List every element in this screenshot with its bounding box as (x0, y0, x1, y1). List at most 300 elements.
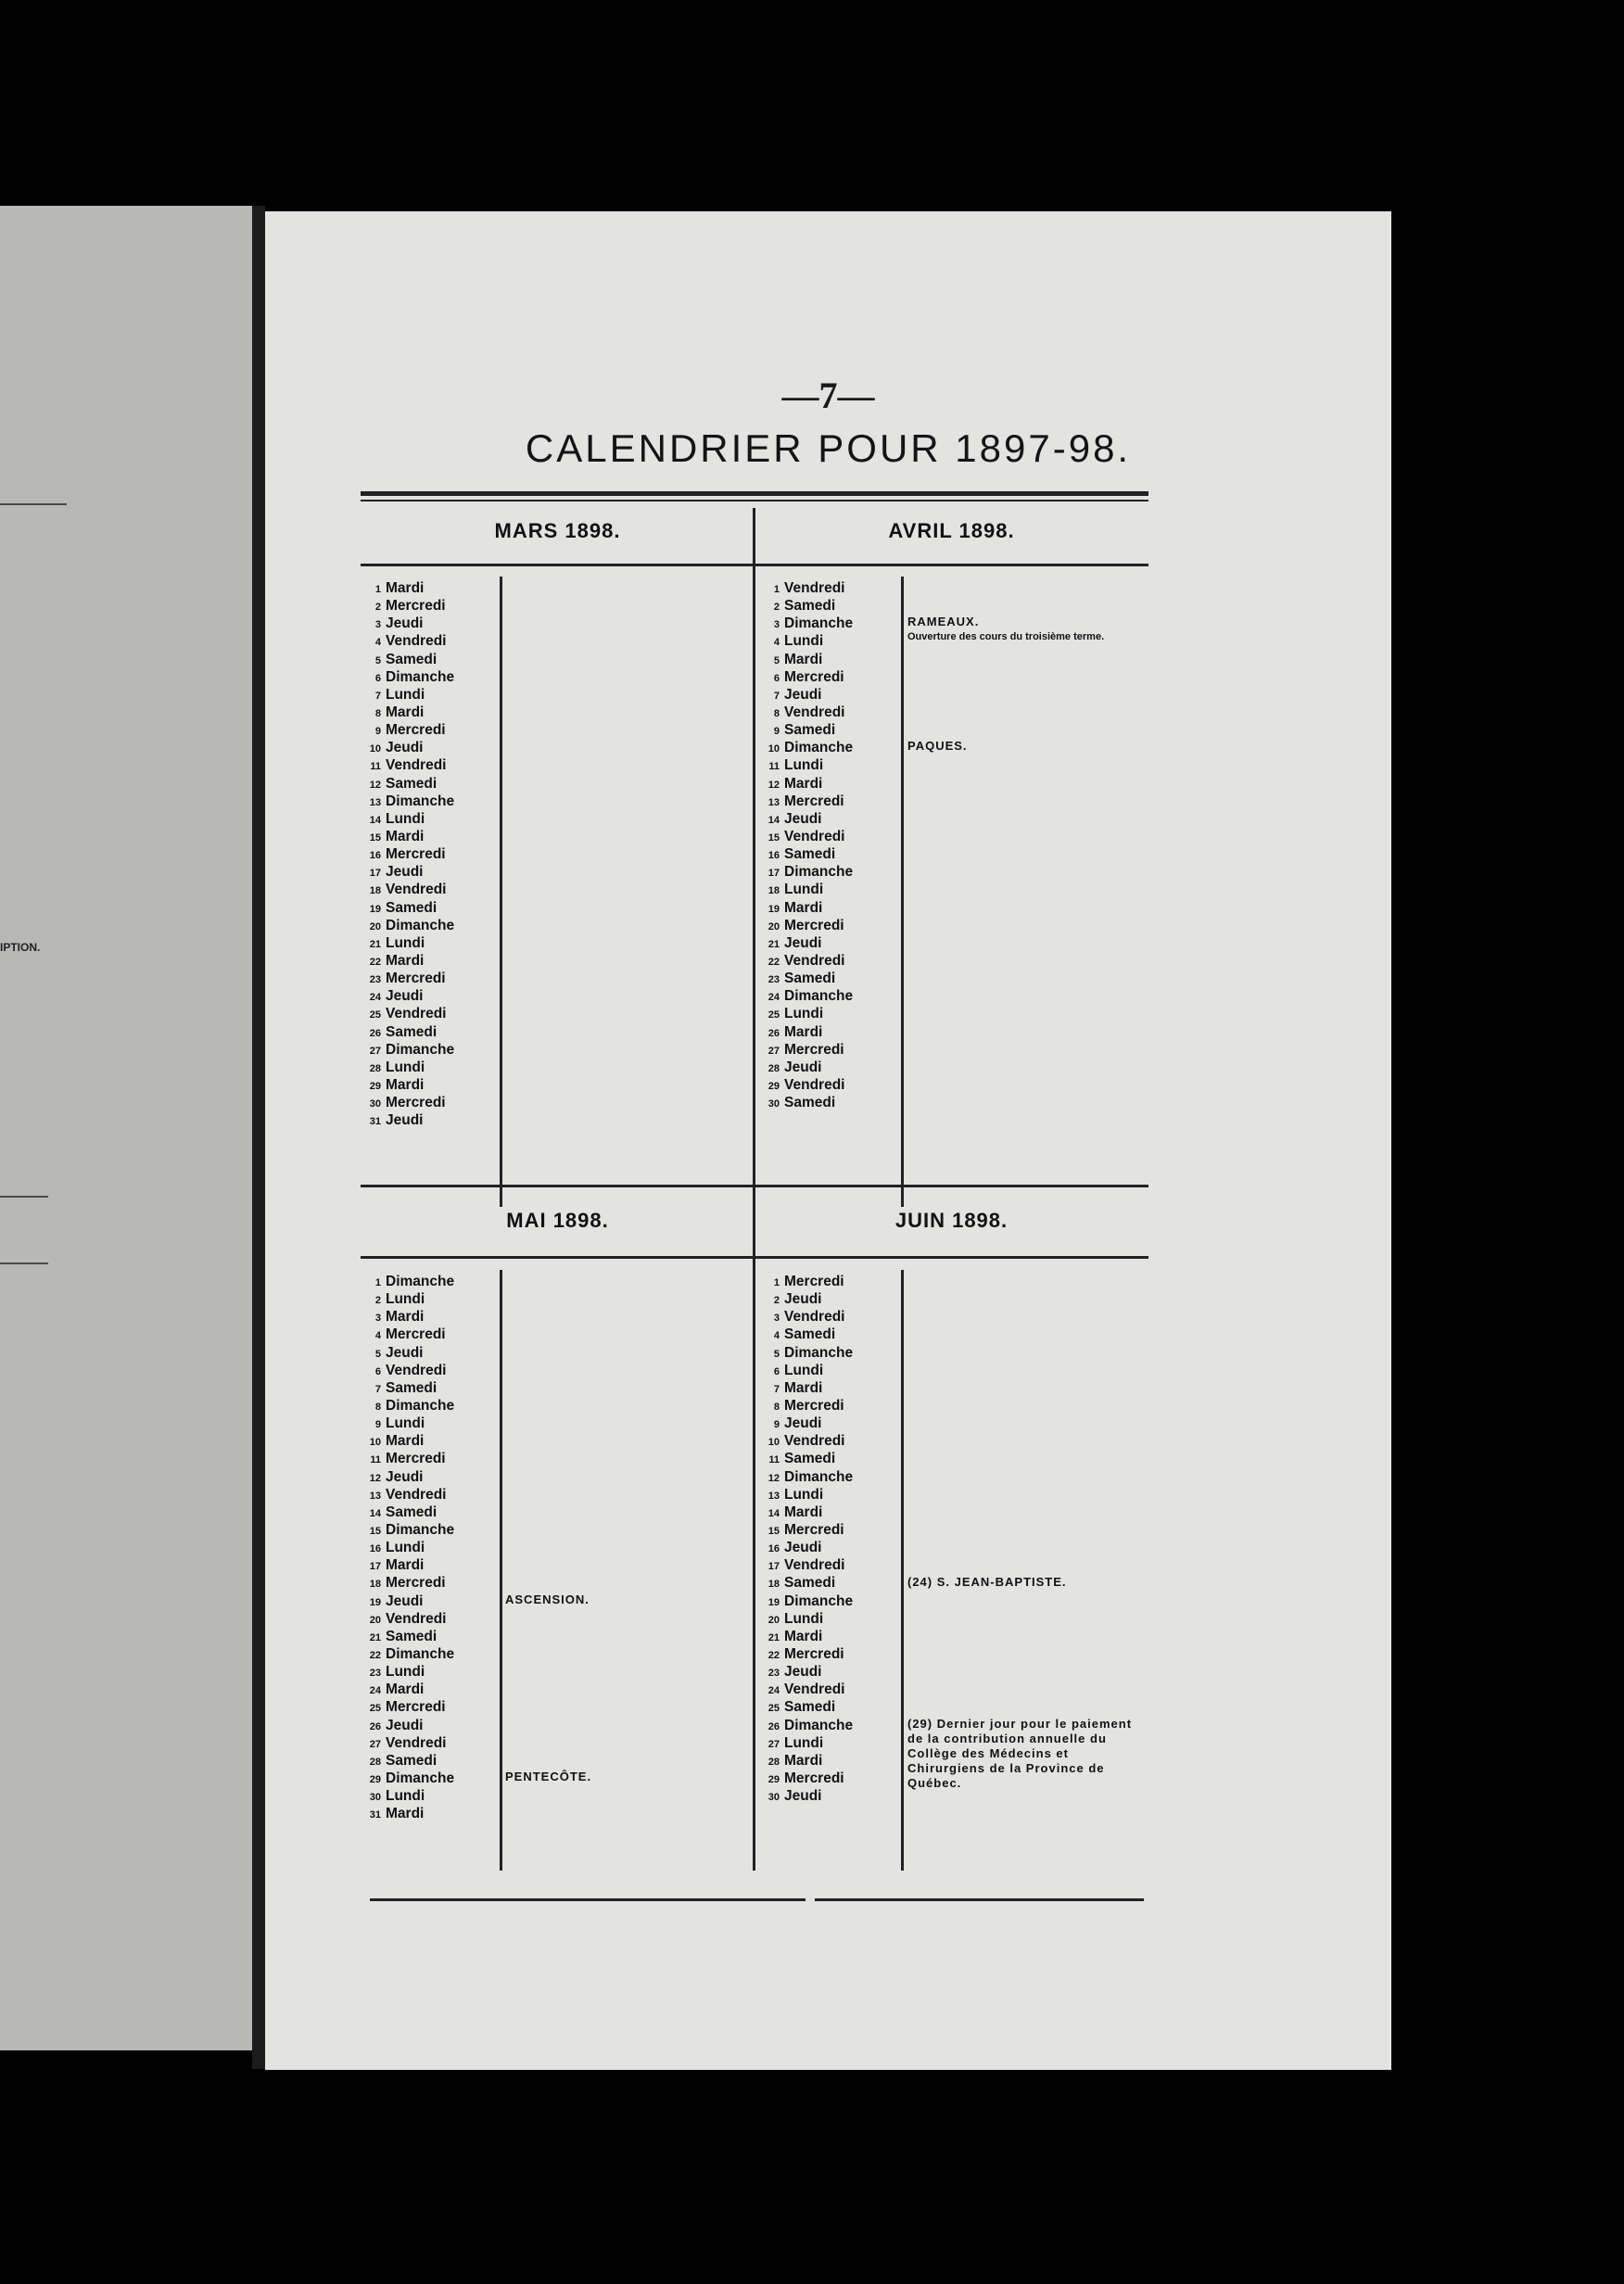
day-row (361, 1556, 454, 1574)
day-row (759, 1539, 853, 1556)
day-row (361, 1094, 454, 1111)
day-number: 19 (768, 903, 780, 915)
day-number: 30 (768, 1792, 780, 1804)
day-number: 14 (369, 1507, 381, 1519)
day-name: Mardi (386, 1433, 425, 1450)
day-row (759, 1556, 853, 1574)
day-row (759, 1592, 853, 1610)
day-number: 7 (773, 690, 780, 702)
left-page-rule (0, 503, 67, 505)
day-row (361, 863, 454, 881)
day-name: Samedi (386, 775, 438, 792)
day-name: Mardi (386, 952, 425, 969)
day-row (759, 1645, 853, 1663)
day-row (361, 1023, 454, 1041)
day-name: Samedi (784, 846, 836, 863)
day-row (759, 597, 853, 615)
day-number: 2 (773, 1295, 780, 1307)
day-number: 20 (768, 920, 780, 933)
day-number: 2 (374, 602, 381, 614)
day-name: Samedi (386, 1628, 438, 1644)
day-number: 22 (768, 1649, 780, 1661)
calendar-note (505, 1592, 746, 1607)
day-row (759, 1379, 853, 1397)
day-name: Mardi (784, 1504, 823, 1520)
calendar-note (907, 615, 1148, 644)
day-name: Mercredi (784, 793, 844, 809)
day-row (361, 1681, 454, 1698)
day-number: 8 (773, 1401, 780, 1413)
day-row (759, 1397, 853, 1415)
day-list-june (759, 1273, 853, 1805)
day-row (361, 739, 454, 756)
day-name: Mardi (386, 704, 425, 720)
day-number: 6 (773, 1365, 780, 1377)
day-name: Mardi (386, 580, 425, 596)
day-row (361, 1752, 454, 1770)
day-name: Lundi (386, 934, 425, 951)
day-row (759, 952, 853, 970)
calendar-note (907, 739, 1148, 754)
day-row (361, 1326, 454, 1343)
day-number: 10 (768, 1437, 780, 1449)
day-name: Jeudi (386, 1717, 424, 1733)
day-name: Mercredi (784, 1770, 844, 1786)
day-name: Vendredi (784, 1433, 845, 1450)
day-name: Vendredi (784, 828, 845, 844)
day-row (759, 1362, 853, 1379)
day-number: 25 (768, 1703, 780, 1715)
day-row (361, 1574, 454, 1592)
month-header-march: MARS 1898. (494, 519, 621, 542)
day-name: Samedi (784, 722, 836, 739)
day-name: Dimanche (784, 1717, 854, 1733)
day-number: 9 (773, 1419, 780, 1431)
day-row (361, 1521, 454, 1539)
day-number: 24 (369, 1685, 381, 1697)
day-number: 8 (374, 707, 381, 719)
calendar-note (907, 1717, 1148, 1791)
day-number: 21 (768, 1631, 780, 1643)
day-number: 30 (369, 1792, 381, 1804)
day-name: Lundi (386, 810, 425, 827)
day-number: 27 (768, 1045, 780, 1057)
day-name: Samedi (386, 651, 438, 667)
day-row (759, 1717, 853, 1734)
day-number: 25 (369, 1009, 381, 1021)
day-number: 12 (369, 1472, 381, 1484)
bottom-rule-right (815, 1898, 1144, 1901)
day-name: Samedi (784, 598, 836, 615)
day-name: Dimanche (386, 793, 455, 809)
column-divider-march (500, 577, 502, 1207)
day-row (759, 917, 853, 934)
day-row (759, 987, 853, 1005)
bottom-rule-left (370, 1898, 806, 1901)
day-row (361, 1415, 454, 1432)
day-name: Jeudi (386, 1592, 424, 1609)
day-number: 1 (773, 1277, 780, 1288)
day-row (361, 952, 454, 970)
day-name: Mardi (784, 775, 823, 792)
day-row (759, 1344, 853, 1362)
day-name: Mardi (386, 828, 425, 844)
day-name: Dimanche (784, 740, 854, 756)
day-row (361, 1432, 454, 1450)
day-row (759, 1752, 853, 1770)
day-number: 13 (369, 1490, 381, 1502)
day-name: Vendredi (784, 580, 845, 596)
day-row (361, 686, 454, 704)
day-number: 5 (374, 1348, 381, 1360)
day-row (759, 1681, 853, 1698)
day-row (361, 1111, 454, 1129)
day-row (361, 651, 454, 668)
day-name: Lundi (386, 1415, 425, 1432)
day-number: 11 (768, 761, 780, 773)
day-name: Dimanche (784, 988, 854, 1005)
day-number: 15 (768, 1525, 780, 1537)
day-row (361, 1379, 454, 1397)
day-number: 12 (768, 779, 780, 791)
day-number: 29 (768, 1080, 780, 1092)
day-row (361, 1290, 454, 1308)
day-number: 21 (768, 938, 780, 950)
day-row (361, 934, 454, 952)
day-name: Mercredi (784, 668, 844, 685)
day-row (361, 1273, 454, 1290)
day-row (361, 1539, 454, 1556)
day-row (759, 1663, 853, 1681)
day-name: Lundi (386, 1664, 425, 1681)
day-number: 12 (369, 779, 381, 791)
day-number: 16 (768, 1543, 780, 1555)
day-row (361, 881, 454, 898)
day-row (759, 775, 853, 793)
day-number: 30 (768, 1098, 780, 1110)
day-name: Mardi (386, 1557, 425, 1574)
left-page-rule (0, 1196, 48, 1198)
day-name: Jeudi (386, 1112, 424, 1129)
day-row (361, 1787, 454, 1805)
day-name: Mercredi (386, 598, 446, 615)
day-row (759, 651, 853, 668)
day-row (361, 1717, 454, 1734)
day-row (759, 1290, 853, 1308)
day-name: Samedi (784, 1575, 836, 1592)
day-row (361, 899, 454, 917)
day-name: Samedi (784, 1451, 836, 1467)
day-name: Mercredi (784, 1041, 844, 1058)
day-row (759, 1326, 853, 1343)
day-name: Lundi (784, 1486, 824, 1503)
column-divider-june (901, 1270, 904, 1871)
day-row (759, 1574, 853, 1592)
day-row (759, 828, 853, 845)
day-row (361, 632, 454, 650)
day-number: 18 (768, 1579, 780, 1591)
day-row (361, 1698, 454, 1716)
day-number: 11 (370, 1454, 381, 1466)
day-number: 20 (369, 920, 381, 933)
day-number: 19 (369, 903, 381, 915)
day-name: Dimanche (784, 1344, 854, 1361)
day-name: Samedi (784, 1095, 836, 1111)
day-name: Mercredi (386, 846, 446, 863)
day-name: Vendredi (386, 1486, 447, 1503)
day-name: Vendredi (784, 1309, 845, 1326)
day-name: Vendredi (386, 757, 447, 774)
day-row (361, 1362, 454, 1379)
day-row (759, 1486, 853, 1504)
day-name: Vendredi (386, 633, 447, 650)
day-row (361, 1504, 454, 1521)
day-row (361, 828, 454, 845)
day-number: 17 (768, 868, 780, 880)
day-row (361, 1805, 454, 1822)
day-name: Mercredi (784, 1645, 844, 1662)
day-number: 8 (374, 1401, 381, 1413)
day-row (759, 1504, 853, 1521)
day-number: 6 (374, 1365, 381, 1377)
day-name: Dimanche (386, 1041, 455, 1058)
top-rule-thin (361, 500, 1148, 501)
column-divider-april (901, 577, 904, 1207)
note-event: PAQUES. (907, 739, 968, 754)
day-row (759, 1059, 853, 1076)
day-row (361, 1592, 454, 1610)
day-row (361, 793, 454, 810)
day-row (361, 668, 454, 686)
day-list-march (361, 579, 454, 1129)
day-number: 14 (369, 814, 381, 826)
day-row (759, 739, 853, 756)
day-name: Jeudi (386, 1468, 424, 1485)
day-number: 18 (369, 885, 381, 897)
day-name: Mercredi (784, 917, 844, 933)
day-name: Lundi (784, 1362, 824, 1378)
day-name: Jeudi (784, 686, 822, 703)
day-row (759, 934, 853, 952)
day-number: 11 (768, 1454, 780, 1466)
day-number: 29 (768, 1773, 780, 1785)
day-number: 13 (768, 796, 780, 808)
day-name: Dimanche (386, 1397, 455, 1414)
day-name: Samedi (784, 971, 836, 987)
day-row (361, 1663, 454, 1681)
day-number: 1 (374, 1277, 381, 1288)
calendar-note (505, 1770, 746, 1784)
day-row (361, 1450, 454, 1467)
day-row (361, 1041, 454, 1059)
day-name: Vendredi (386, 1006, 447, 1022)
day-name: Lundi (386, 1291, 425, 1308)
day-row (361, 1468, 454, 1486)
day-row (759, 1610, 853, 1628)
day-name: Samedi (386, 1379, 438, 1396)
day-name: Mercredi (386, 1451, 446, 1467)
day-name: Mardi (784, 1023, 823, 1040)
day-row (759, 1770, 853, 1787)
day-name: Lundi (784, 1006, 824, 1022)
day-number: 19 (768, 1596, 780, 1608)
day-number: 23 (768, 1668, 780, 1680)
day-name: Jeudi (784, 934, 822, 951)
day-number: 15 (369, 1525, 381, 1537)
day-row (361, 810, 454, 828)
day-name: Vendredi (784, 1557, 845, 1574)
day-name: Dimanche (784, 615, 854, 632)
day-row (759, 793, 853, 810)
day-number: 12 (768, 1472, 780, 1484)
day-row (361, 1645, 454, 1663)
day-number: 26 (369, 1027, 381, 1039)
day-name: Dimanche (386, 1770, 455, 1786)
day-name: Dimanche (386, 917, 455, 933)
day-number: 14 (768, 1507, 780, 1519)
day-name: Lundi (784, 757, 824, 774)
day-row (759, 1628, 853, 1645)
day-number: 1 (374, 584, 381, 595)
day-number: 17 (369, 868, 381, 880)
day-row (759, 845, 853, 863)
day-number: 18 (768, 885, 780, 897)
day-row (361, 1486, 454, 1504)
calendar-block-may-june (361, 1185, 1148, 1903)
day-name: Jeudi (784, 1540, 822, 1556)
day-name: Lundi (386, 1540, 425, 1556)
day-name: Samedi (386, 899, 438, 916)
day-number: 3 (773, 619, 780, 631)
day-row (361, 775, 454, 793)
day-number: 6 (374, 672, 381, 684)
day-number: 10 (768, 743, 780, 755)
day-list-april (759, 579, 853, 1111)
day-row (361, 579, 454, 597)
day-name: Vendredi (784, 1076, 845, 1093)
day-number: 25 (768, 1009, 780, 1021)
day-name: Mercredi (784, 1521, 844, 1538)
day-name: Mardi (784, 1379, 823, 1396)
day-row (361, 987, 454, 1005)
day-number: 11 (370, 761, 381, 773)
day-number: 2 (374, 1295, 381, 1307)
day-row (361, 970, 454, 987)
day-row (759, 1734, 853, 1752)
day-row (759, 668, 853, 686)
day-number: 23 (369, 974, 381, 986)
day-name: Samedi (386, 1752, 438, 1769)
day-number: 16 (768, 850, 780, 862)
note-event: RAMEAUX. (907, 615, 980, 629)
day-number: 3 (773, 1313, 780, 1325)
day-number: 7 (773, 1383, 780, 1395)
day-name: Lundi (784, 633, 824, 650)
day-number: 26 (768, 1720, 780, 1732)
day-name: Lundi (386, 1788, 425, 1805)
day-row (361, 1628, 454, 1645)
day-name: Vendredi (386, 1734, 447, 1751)
day-name: Dimanche (784, 1468, 854, 1485)
day-row (759, 1521, 853, 1539)
day-number: 9 (773, 726, 780, 738)
calendar-page (265, 211, 1391, 2070)
day-number: 13 (369, 796, 381, 808)
calendar-note (907, 1575, 1148, 1590)
day-name: Vendredi (784, 952, 845, 969)
day-number: 26 (768, 1027, 780, 1039)
day-name: Mardi (784, 1752, 823, 1769)
day-number: 21 (369, 1631, 381, 1643)
day-number: 21 (369, 938, 381, 950)
note-event: (24) S. JEAN-BAPTISTE. (907, 1574, 1067, 1589)
day-number: 24 (768, 1685, 780, 1697)
day-number: 19 (369, 1596, 381, 1608)
day-name: Lundi (784, 882, 824, 898)
day-row (759, 810, 853, 828)
day-name: Dimanche (784, 864, 854, 881)
day-row (361, 1308, 454, 1326)
day-number: 4 (773, 1330, 780, 1342)
day-name: Vendredi (386, 1610, 447, 1627)
day-row (361, 1610, 454, 1628)
day-number: 8 (773, 707, 780, 719)
day-row (361, 721, 454, 739)
day-number: 16 (369, 850, 381, 862)
day-name: Dimanche (386, 1521, 455, 1538)
day-number: 28 (369, 1062, 381, 1074)
day-name: Vendredi (386, 1362, 447, 1378)
day-number: 31 (369, 1809, 381, 1821)
day-number: 20 (369, 1614, 381, 1626)
day-row (361, 1076, 454, 1094)
day-number: 27 (768, 1738, 780, 1750)
day-row (759, 1415, 853, 1432)
day-name: Mardi (784, 651, 823, 667)
day-number: 17 (369, 1561, 381, 1573)
day-number: 4 (374, 1330, 381, 1342)
day-name: Dimanche (386, 1645, 455, 1662)
day-name: Samedi (386, 1504, 438, 1520)
day-name: Jeudi (784, 1788, 822, 1805)
day-name: Samedi (784, 1326, 836, 1343)
day-row (759, 1273, 853, 1290)
day-number: 24 (369, 992, 381, 1004)
column-divider-may (500, 1270, 502, 1871)
day-name: Vendredi (784, 704, 845, 720)
day-row (361, 1397, 454, 1415)
day-row (361, 917, 454, 934)
day-row (759, 1787, 853, 1805)
left-page-rule (0, 1263, 48, 1264)
day-number: 1 (773, 584, 780, 595)
day-row (759, 579, 853, 597)
month-header-june: JUIN 1898. (894, 1209, 1009, 1232)
month-divider (753, 508, 755, 1208)
day-number: 5 (374, 654, 381, 666)
day-number: 30 (369, 1098, 381, 1110)
day-row (361, 704, 454, 721)
day-number: 18 (369, 1579, 381, 1591)
day-number: 4 (374, 637, 381, 649)
day-row (759, 970, 853, 987)
day-row (759, 1308, 853, 1326)
day-name: Mercredi (386, 971, 446, 987)
day-name: Mercredi (386, 722, 446, 739)
day-name: Lundi (784, 1610, 824, 1627)
day-row (759, 1076, 853, 1094)
page-title: CALENDRIER POUR 1897-98. (525, 426, 1132, 470)
